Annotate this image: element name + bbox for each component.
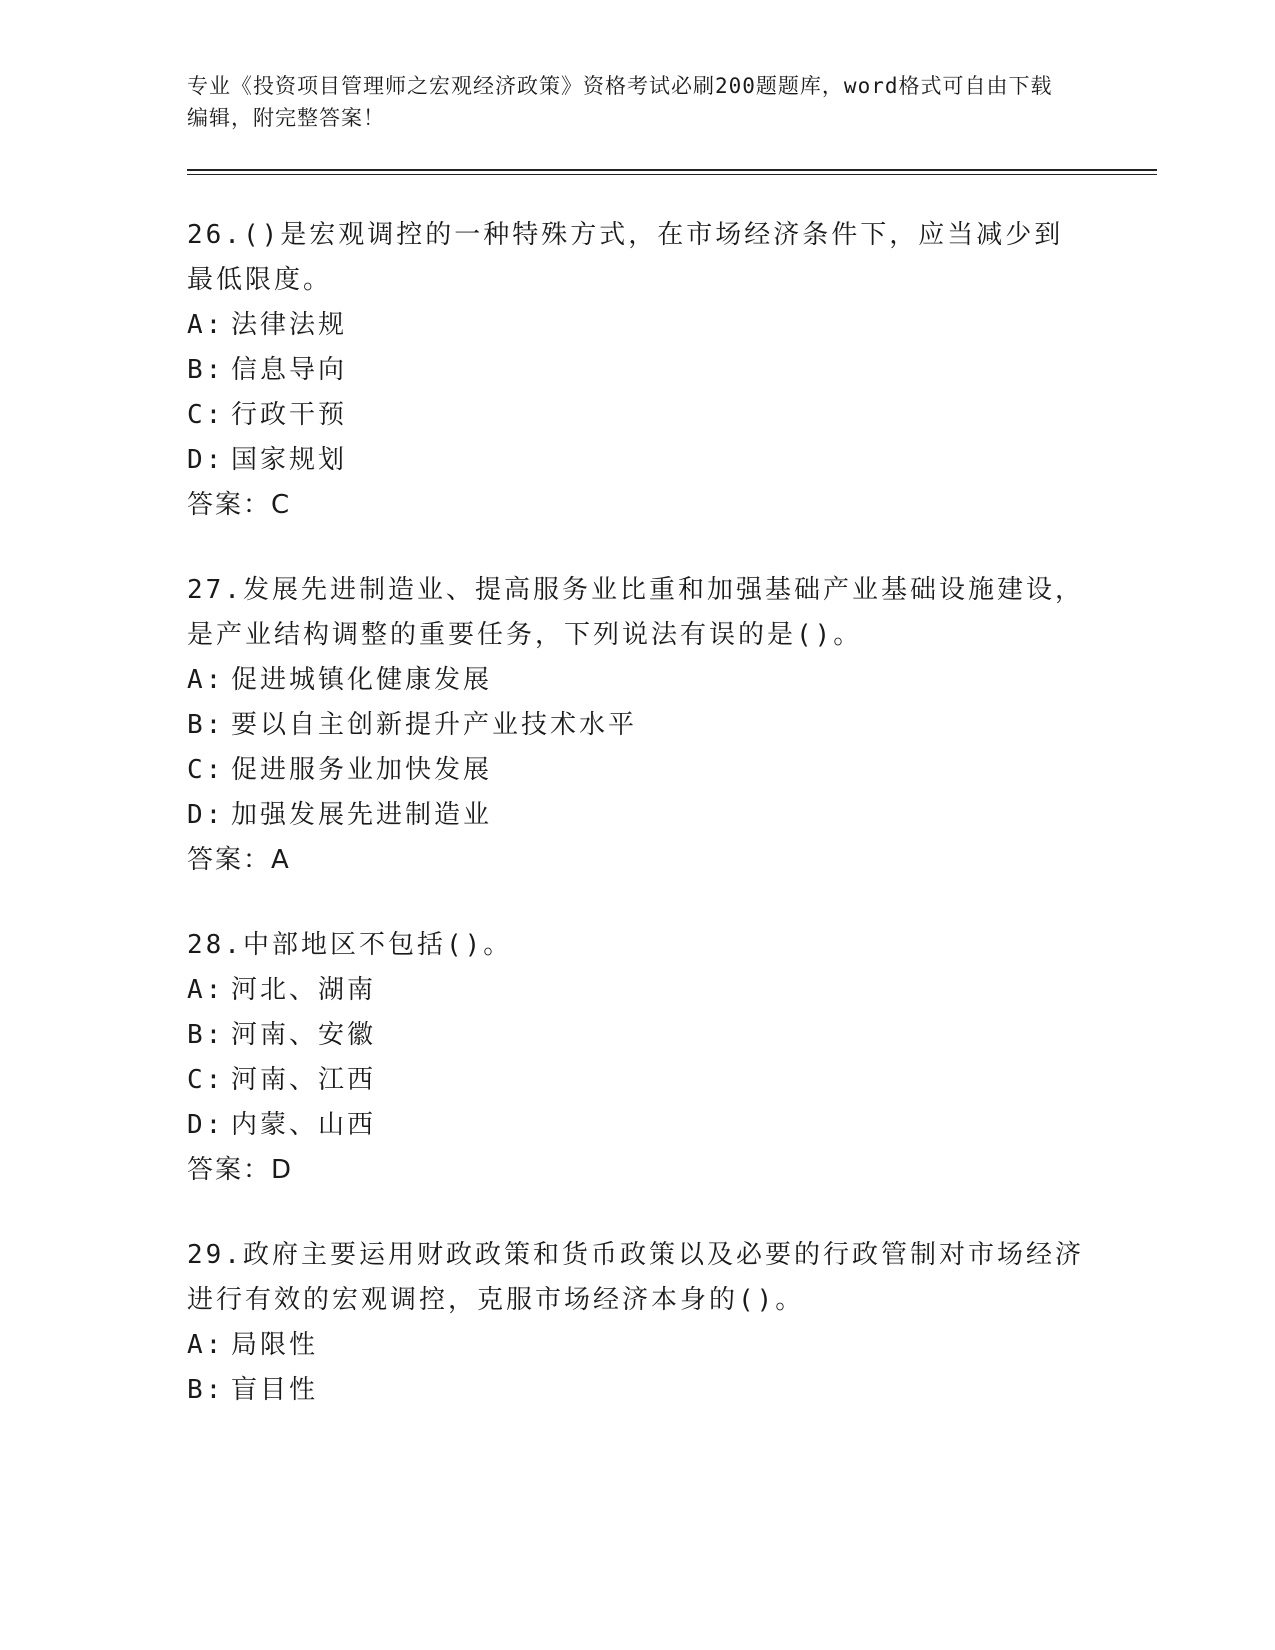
question-28 (187, 923, 1157, 1193)
option-text: 国家规划 (231, 445, 348, 475)
option-text: 内蒙、山西 (231, 1110, 377, 1140)
divider-line-thick (187, 169, 1157, 171)
option-key: B: (187, 1020, 225, 1050)
option-key: C: (187, 400, 225, 430)
option-text: 信息导向 (231, 355, 348, 385)
option-c (187, 748, 1157, 793)
option-a (187, 968, 1157, 1013)
option-text: 行政干预 (231, 400, 348, 430)
document-header: 专业《投资项目管理师之宏观经济政策》资格考试必刷200题题库，word格式可自由下载编辑，附完整答案！ (187, 74, 1053, 130)
option-text: 河南、安徽 (231, 1020, 377, 1050)
option-a (187, 303, 1157, 348)
document-page (187, 70, 1157, 1453)
option-text: 要以自主创新提升产业技术水平 (231, 710, 638, 740)
option-d (187, 438, 1157, 483)
header-divider (187, 169, 1157, 175)
option-text: 盲目性 (231, 1375, 319, 1405)
option-d (187, 1103, 1157, 1148)
option-key: D: (187, 1110, 225, 1140)
question-26 (187, 213, 1157, 528)
option-b (187, 1368, 1157, 1413)
option-text: 促进城镇化健康发展 (231, 665, 493, 695)
option-key: B: (187, 1375, 225, 1405)
question-27 (187, 568, 1157, 883)
option-key: D: (187, 800, 225, 830)
option-b (187, 1013, 1157, 1058)
question-29 (187, 1233, 1157, 1413)
option-b (187, 348, 1157, 393)
option-d (187, 793, 1157, 838)
option-key: C: (187, 1065, 225, 1095)
option-key: A: (187, 1330, 225, 1360)
option-key: A: (187, 665, 225, 695)
question-text: 28.中部地区不包括()。 (187, 930, 513, 960)
answer-line: 答案：D (187, 1155, 294, 1185)
option-a (187, 658, 1157, 703)
option-c (187, 1058, 1157, 1103)
option-text: 促进服务业加快发展 (231, 755, 493, 785)
answer-line: 答案：A (187, 845, 291, 875)
answer-line: 答案：C (187, 490, 292, 520)
option-key: C: (187, 755, 225, 785)
option-key: D: (187, 445, 225, 475)
question-text: 26.()是宏观调控的一种特殊方式，在市场经济条件下，应当减少到最低限度。 (187, 220, 1064, 295)
option-key: B: (187, 710, 225, 740)
option-text: 河北、湖南 (231, 975, 377, 1005)
option-key: A: (187, 310, 225, 340)
divider-line-thin (187, 174, 1157, 175)
option-text: 法律法规 (231, 310, 348, 340)
option-text: 加强发展先进制造业 (231, 800, 493, 830)
option-key: B: (187, 355, 225, 385)
option-b (187, 703, 1157, 748)
option-key: A: (187, 975, 225, 1005)
question-text: 27.发展先进制造业、提高服务业比重和加强基础产业基础设施建设，是产业结构调整的重要任务，下列说法有误的是()。 (187, 575, 1084, 650)
option-text: 局限性 (231, 1330, 319, 1360)
option-text: 河南、江西 (231, 1065, 377, 1095)
question-text: 29.政府主要运用财政政策和货币政策以及必要的行政管制对市场经济进行有效的宏观调控，克服市场经济本身的()。 (187, 1240, 1084, 1315)
option-c (187, 393, 1157, 438)
question-list (187, 213, 1157, 1413)
option-a (187, 1323, 1157, 1368)
